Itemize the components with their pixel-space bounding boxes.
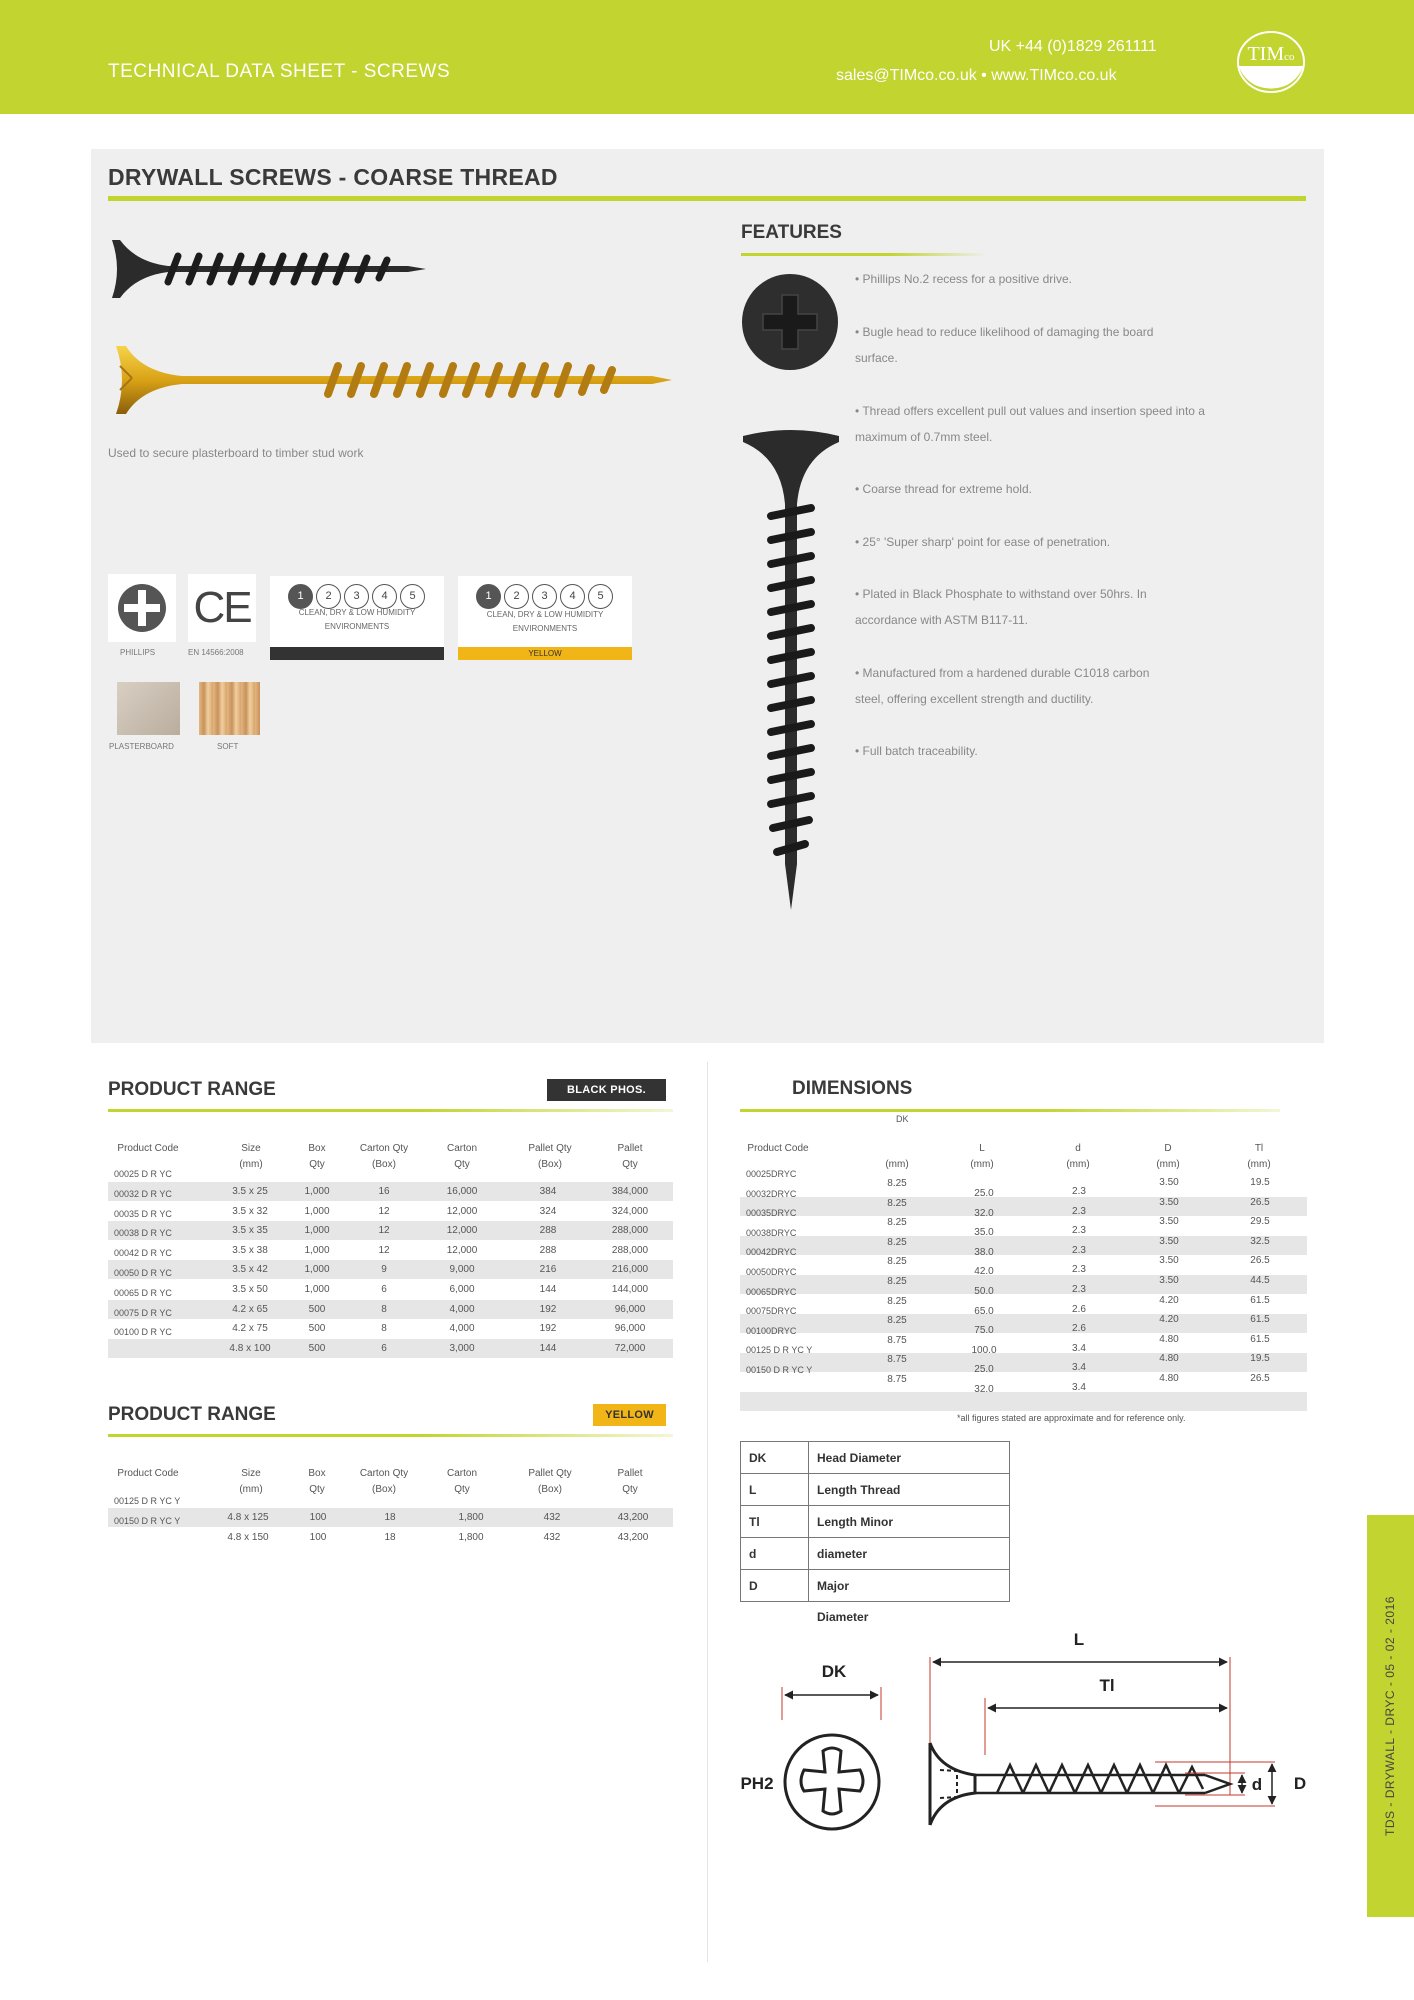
column-header xyxy=(590,1466,670,1498)
product-code: 00042DRYC xyxy=(746,1247,797,1258)
minor-diameter-value: 2.6 xyxy=(1072,1323,1086,1335)
header-unit: Qty xyxy=(454,1484,470,1495)
table-cell: 1,000 xyxy=(304,1225,330,1237)
header-unit: Qty xyxy=(454,1159,470,1170)
env-rating-4: 4 xyxy=(372,584,397,609)
header-unit: (mm) xyxy=(239,1484,263,1495)
product-code: 00100DRYC xyxy=(746,1325,797,1336)
table-cell: 3.5 x 50 xyxy=(232,1284,268,1295)
table-cell: 1,000 xyxy=(304,1264,330,1276)
header-unit: (mm) xyxy=(885,1159,909,1170)
header-line: Carton Qty xyxy=(359,1143,409,1154)
legend-key: D xyxy=(741,1570,809,1602)
major-diameter-value: 4.20 xyxy=(1159,1314,1179,1326)
phillips-icon xyxy=(108,574,176,642)
env-text-line-1: CLEAN, DRY & LOW HUMIDITY xyxy=(486,610,604,619)
thread-length-value: 26.5 xyxy=(1250,1255,1270,1267)
diagram-tl-label: Tl xyxy=(1099,1676,1115,1695)
product-code: 00050 D R YC xyxy=(114,1268,172,1278)
column-header xyxy=(1214,1141,1304,1173)
table-cell: 9 xyxy=(381,1264,387,1276)
table-cell: 18 xyxy=(384,1532,396,1543)
section-rule xyxy=(740,1109,1280,1112)
section-rule xyxy=(108,1434,673,1437)
env-rating-5: 5 xyxy=(400,584,425,609)
length-value: 38.0 xyxy=(974,1246,994,1258)
table-cell: 18 xyxy=(384,1512,396,1523)
table-cell: 500 xyxy=(308,1323,326,1335)
major-diameter-value: 3.50 xyxy=(1159,1196,1179,1208)
section-rule xyxy=(108,1109,673,1112)
legend-value: Length Thread xyxy=(809,1474,1010,1506)
table-cell: 1,000 xyxy=(304,1284,330,1295)
table-cell: 96,000 xyxy=(614,1303,646,1315)
env-yellow-bar: YELLOW xyxy=(458,647,632,660)
table-cell: 16,000 xyxy=(446,1186,478,1197)
env-rating-4: 4 xyxy=(560,584,585,609)
legend-key: d xyxy=(741,1538,809,1570)
env-rating-1: 1 xyxy=(476,584,501,609)
header-line: Box xyxy=(308,1143,326,1154)
column-header xyxy=(344,1141,424,1173)
major-diameter-value: 3.50 xyxy=(1159,1275,1179,1286)
feature-item: • Bugle head to reduce likelihood of damaging the board surface. xyxy=(855,325,1154,365)
diagram-ph2-label: PH2 xyxy=(740,1774,774,1793)
table-cell: 100 xyxy=(309,1512,327,1523)
features-title: FEATURES xyxy=(741,222,842,243)
dk-value: 8.75 xyxy=(887,1374,907,1385)
table-cell: 216 xyxy=(539,1264,557,1276)
product-code: 00050DRYC xyxy=(746,1267,797,1277)
thread-length-value: 32.5 xyxy=(1250,1235,1270,1247)
plasterboard-caption: PLASTERBOARD xyxy=(109,742,174,751)
table-cell: 72,000 xyxy=(614,1342,646,1354)
length-value: 32.0 xyxy=(974,1207,994,1219)
dk-value: 8.25 xyxy=(887,1295,907,1307)
column-header xyxy=(108,1466,188,1482)
product-code: 00042 D R YC xyxy=(114,1248,172,1259)
header-unit: Qty xyxy=(309,1159,325,1170)
product-code: 00035 D R YC xyxy=(114,1208,172,1219)
document-reference: TDS - DRYWALL - DRYC - 05 - 02 - 2016 xyxy=(1383,1596,1397,1836)
environment-rating-yellow xyxy=(458,576,632,660)
yellow-screw-image xyxy=(112,344,674,416)
table-cell: 100 xyxy=(309,1532,327,1543)
ce-icon: CE xyxy=(193,583,251,632)
table-cell: 3.5 x 32 xyxy=(232,1205,268,1217)
feature-item: • Manufactured from a hardened durable C1018 carbon steel, offering excellent strength and ductility. xyxy=(855,666,1150,706)
header-line: Pallet Qty xyxy=(528,1143,572,1154)
dk-value: 8.25 xyxy=(887,1276,907,1287)
header-line: Box xyxy=(308,1468,326,1479)
product-code: 00025DRYC xyxy=(746,1169,797,1179)
table-cell: 500 xyxy=(308,1342,326,1354)
row-stripe xyxy=(740,1392,1307,1411)
product-code: 00032DRYC xyxy=(746,1188,797,1199)
header-unit: (mm) xyxy=(970,1159,994,1170)
column-header xyxy=(937,1141,1027,1173)
row-stripe xyxy=(740,1275,1307,1294)
table-cell: 144 xyxy=(539,1342,557,1354)
product-title: DRYWALL SCREWS - COARSE THREAD xyxy=(108,164,558,190)
ce-mark-badge xyxy=(188,574,256,642)
table-cell: 96,000 xyxy=(614,1323,646,1335)
table-cell: 432 xyxy=(543,1512,561,1523)
header-line: Size xyxy=(241,1143,261,1154)
product-code: 00032 D R YC xyxy=(114,1188,172,1199)
product-code: 00035DRYC xyxy=(746,1208,797,1219)
table-cell: 384 xyxy=(539,1186,557,1197)
table-cell: 324,000 xyxy=(611,1205,649,1217)
header-line: Size xyxy=(241,1468,261,1479)
env-text-line-1: CLEAN, DRY & LOW HUMIDITY xyxy=(298,608,416,617)
dk-value: 8.25 xyxy=(887,1315,907,1327)
env-rating-1: 1 xyxy=(288,584,313,609)
phillips-recess-icon xyxy=(801,1748,863,1814)
table-cell: 3.5 x 38 xyxy=(232,1244,268,1256)
minor-diameter-value: 2.6 xyxy=(1072,1303,1086,1315)
major-diameter-value: 4.20 xyxy=(1159,1294,1179,1306)
product-code: 00075DRYC xyxy=(746,1306,797,1317)
table-cell: 12,000 xyxy=(446,1244,478,1256)
header-unit: (Box) xyxy=(538,1484,562,1495)
major-diameter-value: 3.50 xyxy=(1159,1235,1179,1247)
table-cell: 16 xyxy=(378,1186,390,1197)
table-cell: 1,000 xyxy=(304,1244,330,1256)
row-stripe xyxy=(740,1236,1307,1258)
header-unit: (mm) xyxy=(1066,1159,1090,1170)
env-black-bar xyxy=(270,647,444,660)
plasterboard-swatch xyxy=(117,682,180,735)
diagram-dk-label: DK xyxy=(821,1662,847,1681)
header-unit: (mm) xyxy=(1156,1159,1180,1170)
minor-diameter-value: 3.4 xyxy=(1072,1342,1086,1354)
major-diameter-value: 3.50 xyxy=(1159,1177,1179,1188)
minor-diameter-value: 2.3 xyxy=(1072,1186,1086,1197)
env-text-line-2: ENVIRONMENTS xyxy=(512,624,578,633)
table-cell: 12 xyxy=(378,1225,390,1237)
black-phos-badge: BLACK PHOS. xyxy=(547,1079,666,1101)
env-rating-3: 3 xyxy=(532,584,557,609)
table-cell: 4,000 xyxy=(449,1303,475,1315)
header-unit: Qty xyxy=(622,1159,638,1170)
column-header xyxy=(510,1141,590,1173)
title-rule xyxy=(108,196,1306,201)
length-value: 100.0 xyxy=(971,1344,997,1356)
table-cell: 43,200 xyxy=(617,1532,649,1543)
header-line: Product Code xyxy=(747,1143,809,1154)
dk-value: 8.25 xyxy=(887,1197,907,1209)
product-code: 00125 D R YC Y xyxy=(746,1345,813,1356)
feature-item: • Phillips No.2 recess for a positive drive. xyxy=(855,272,1072,286)
header-line: Pallet xyxy=(617,1468,643,1479)
table-cell: 4.8 x 125 xyxy=(227,1512,269,1523)
header-line: D xyxy=(1164,1143,1172,1154)
document-title: TECHNICAL DATA SHEET - SCREWS xyxy=(108,61,451,82)
usage-description: Used to secure plasterboard to timber stud work xyxy=(108,446,364,460)
column-header xyxy=(344,1466,424,1498)
env-text-line-2: ENVIRONMENTS xyxy=(324,622,390,631)
column-header xyxy=(1123,1141,1213,1173)
product-code: 00065DRYC xyxy=(746,1286,797,1297)
table-cell: 3.5 x 25 xyxy=(232,1186,268,1197)
dk-value: 8.25 xyxy=(887,1236,907,1248)
row-stripe xyxy=(740,1314,1307,1333)
table-cell: 4,000 xyxy=(449,1323,475,1335)
softwood-swatch xyxy=(199,682,260,735)
header-unit: (Box) xyxy=(372,1159,396,1170)
thread-length-value: 44.5 xyxy=(1250,1275,1270,1286)
minor-diameter-value: 3.4 xyxy=(1072,1382,1086,1393)
table-cell: 216,000 xyxy=(611,1264,649,1276)
table-cell: 1,800 xyxy=(458,1512,484,1523)
thread-length-value: 26.5 xyxy=(1250,1373,1270,1384)
table-cell: 1,000 xyxy=(304,1205,330,1217)
product-code: 00038DRYC xyxy=(746,1227,797,1238)
screw-dimension-diagram xyxy=(735,1625,1315,1835)
table-cell: 192 xyxy=(539,1303,557,1315)
feature-item: • Thread offers excellent pull out values and insertion speed into a maximum of 0.7mm steel. xyxy=(855,404,1205,444)
length-value: 42.0 xyxy=(974,1266,994,1278)
row-stripe xyxy=(740,1197,1307,1219)
length-value: 65.0 xyxy=(974,1305,994,1317)
column-header xyxy=(733,1141,823,1157)
header-unit: (mm) xyxy=(1247,1159,1271,1170)
table-cell: 6 xyxy=(381,1342,387,1354)
diagram-d-label: d xyxy=(1251,1775,1263,1794)
table-cell: 4.8 x 100 xyxy=(229,1342,271,1354)
feature-item: • Coarse thread for extreme hold. xyxy=(855,482,1032,496)
legend-value: Length Minor xyxy=(809,1506,1010,1538)
dk-value: 8.25 xyxy=(887,1256,907,1268)
table-cell: 288,000 xyxy=(611,1225,649,1237)
table-cell: 192 xyxy=(539,1323,557,1335)
product-code: 00150 D R YC Y xyxy=(114,1515,181,1526)
product-range-title: PRODUCT RANGE xyxy=(108,1079,276,1100)
dk-value: 8.25 xyxy=(887,1217,907,1229)
major-diameter-value: 3.50 xyxy=(1159,1255,1179,1267)
header-unit: (Box) xyxy=(538,1159,562,1170)
length-value: 25.0 xyxy=(974,1364,994,1376)
header-line: Product Code xyxy=(117,1468,179,1479)
product-range-title: PRODUCT RANGE xyxy=(108,1404,276,1425)
table-cell: 3.5 x 42 xyxy=(232,1264,268,1276)
header-unit: Qty xyxy=(622,1484,638,1495)
column-divider xyxy=(707,1062,708,1962)
length-value: 35.0 xyxy=(974,1227,994,1239)
table-cell: 144,000 xyxy=(611,1284,649,1295)
length-value: 32.0 xyxy=(974,1384,994,1395)
dimensions-note: *all figures stated are approximate and for reference only. xyxy=(957,1413,1186,1423)
legend-key: Tl xyxy=(741,1506,809,1538)
major-diameter-value: 3.50 xyxy=(1159,1216,1179,1228)
column-header xyxy=(422,1141,502,1173)
minor-diameter-value: 3.4 xyxy=(1072,1362,1086,1374)
product-code: 00125 D R YC Y xyxy=(114,1496,181,1506)
header-line: Carton xyxy=(446,1468,477,1479)
thread-length-value: 61.5 xyxy=(1250,1314,1270,1326)
table-cell: 12 xyxy=(378,1205,390,1217)
header-unit: (mm) xyxy=(239,1159,263,1170)
dk-value: 8.75 xyxy=(887,1334,907,1346)
table-cell: 6,000 xyxy=(449,1284,475,1295)
legend-key: L xyxy=(741,1474,809,1506)
dimension-legend xyxy=(740,1441,1010,1602)
table-cell: 4.2 x 65 xyxy=(232,1303,268,1315)
length-value: 50.0 xyxy=(974,1286,994,1297)
thread-length-value: 19.5 xyxy=(1250,1177,1270,1188)
legend-value: Major xyxy=(809,1570,1010,1602)
major-diameter-value: 4.80 xyxy=(1159,1353,1179,1365)
minor-diameter-value: 2.3 xyxy=(1072,1244,1086,1256)
table-cell: 9,000 xyxy=(449,1264,475,1276)
minor-diameter-value: 2.3 xyxy=(1072,1264,1086,1276)
table-cell: 8 xyxy=(381,1303,387,1315)
table-cell: 4.8 x 150 xyxy=(227,1532,269,1543)
document-reference-tab xyxy=(1367,1515,1414,1917)
legend-value: Head Diameter xyxy=(809,1442,1010,1474)
product-code: 00065 D R YC xyxy=(114,1287,172,1298)
header-unit: (Box) xyxy=(372,1484,396,1495)
table-cell: 6 xyxy=(381,1284,387,1295)
feature-item: • Full batch traceability. xyxy=(855,744,978,758)
table-cell: 1,000 xyxy=(304,1186,330,1197)
column-header xyxy=(422,1466,502,1498)
header-line: L xyxy=(979,1143,985,1154)
product-code: 00025 D R YC xyxy=(114,1169,172,1179)
env-rating-3: 3 xyxy=(344,584,369,609)
header-line: Pallet xyxy=(617,1143,643,1154)
yellow-badge: YELLOW xyxy=(593,1404,666,1426)
table-cell: 432 xyxy=(543,1532,561,1543)
minor-diameter-value: 2.3 xyxy=(1072,1225,1086,1237)
product-code: 00150 D R YC Y xyxy=(746,1365,813,1375)
table-cell: 288 xyxy=(539,1225,557,1237)
dk-value: 8.25 xyxy=(887,1178,907,1189)
header-line: Carton xyxy=(446,1143,477,1154)
softwood-caption: SOFT xyxy=(217,742,239,751)
table-cell: 288,000 xyxy=(611,1244,649,1256)
product-code: 00100 D R YC xyxy=(114,1327,172,1338)
table-cell: 4.2 x 75 xyxy=(232,1323,268,1335)
table-cell: 3,000 xyxy=(449,1342,475,1354)
table-cell: 324 xyxy=(539,1205,557,1217)
column-header xyxy=(852,1141,942,1173)
timco-logo xyxy=(1236,30,1306,94)
thread-length-value: 61.5 xyxy=(1250,1294,1270,1306)
dk-value: 8.75 xyxy=(887,1354,907,1366)
header-line: Tl xyxy=(1254,1143,1264,1154)
feature-item: • 25° 'Super sharp' point for ease of penetration. xyxy=(855,535,1111,549)
feature-item: • Plated in Black Phosphate to withstand over 50hrs. In accordance with ASTM B117-11. xyxy=(855,587,1147,627)
table-cell: 288 xyxy=(539,1244,557,1256)
thread-length-value: 26.5 xyxy=(1250,1196,1270,1208)
phillips-drive-badge xyxy=(108,574,176,642)
legend-continuation: Diameter xyxy=(817,1610,869,1624)
thread-length-value: 61.5 xyxy=(1250,1333,1270,1345)
table-cell: 12,000 xyxy=(446,1205,478,1217)
svg-text:TIMco: TIMco xyxy=(1247,43,1295,65)
thread-length-value: 19.5 xyxy=(1250,1353,1270,1365)
legend-value: diameter xyxy=(809,1538,1010,1570)
table-cell: 3.5 x 35 xyxy=(232,1225,268,1237)
vertical-screw-image xyxy=(741,424,841,910)
header-line: Carton Qty xyxy=(359,1468,409,1479)
phone-number: UK +44 (0)1829 261111 xyxy=(989,38,1157,55)
header-unit: Qty xyxy=(309,1484,325,1495)
diagram-major-d-label: D xyxy=(1293,1774,1307,1793)
major-diameter-value: 4.80 xyxy=(1159,1373,1179,1384)
minor-diameter-value: 2.3 xyxy=(1072,1205,1086,1217)
column-header xyxy=(1033,1141,1123,1173)
major-diameter-value: 4.80 xyxy=(1159,1333,1179,1345)
table-cell: 12 xyxy=(378,1244,390,1256)
black-screw-image xyxy=(108,236,428,302)
phillips-caption: PHILLIPS xyxy=(120,648,156,657)
features-rule xyxy=(741,253,987,256)
environment-rating-black xyxy=(270,576,444,660)
contact-links[interactable]: sales@TIMco.co.uk • www.TIMco.co.uk xyxy=(836,67,1117,84)
column-header xyxy=(108,1141,188,1157)
env-rating-5: 5 xyxy=(588,584,613,609)
ce-standard-caption: EN 14566:2008 xyxy=(188,648,244,657)
product-code: 00075 D R YC xyxy=(114,1307,172,1318)
table-cell: 384,000 xyxy=(611,1186,649,1197)
thread-length-value: 29.5 xyxy=(1250,1216,1270,1228)
header-line: Product Code xyxy=(117,1143,179,1154)
table-cell: 43,200 xyxy=(617,1512,649,1523)
product-code: 00038 D R YC xyxy=(114,1228,172,1239)
header-bar xyxy=(0,0,1414,114)
env-rating-2: 2 xyxy=(504,584,529,609)
table-cell: 500 xyxy=(308,1303,326,1315)
length-value: 75.0 xyxy=(974,1325,994,1337)
table-cell: 144 xyxy=(539,1284,557,1295)
column-header xyxy=(590,1141,670,1173)
diagram-l-label: L xyxy=(1073,1630,1085,1649)
length-value: 25.0 xyxy=(974,1188,994,1199)
env-rating-2: 2 xyxy=(316,584,341,609)
legend-key: DK xyxy=(741,1442,809,1474)
minor-diameter-value: 2.3 xyxy=(1072,1284,1086,1295)
row-stripe xyxy=(740,1353,1307,1372)
dimensions-title: DIMENSIONS xyxy=(792,1078,913,1099)
table-cell: 1,800 xyxy=(458,1532,484,1543)
column-header xyxy=(510,1466,590,1498)
screw-head-icon xyxy=(741,273,839,371)
table-cell: 12,000 xyxy=(446,1225,478,1237)
table-cell: 8 xyxy=(381,1323,387,1335)
dk-column-label: DK xyxy=(896,1114,909,1124)
header-line: d xyxy=(1075,1143,1081,1154)
header-line: Pallet Qty xyxy=(528,1468,572,1479)
